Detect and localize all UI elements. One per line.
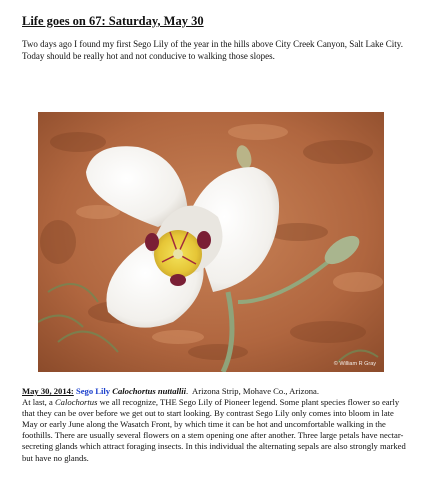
intro-paragraph: Two days ago I found my first Sego Lily of the year in the hills above City Creek Canyon, Salt Lake City. Today should be really hot and not conducive to walking those slopes.: [22, 39, 403, 61]
sego-lily-image: [38, 112, 384, 372]
caption-text-1: At last, a: [22, 397, 55, 408]
caption-scientific-name: Calochortus nuttallii: [112, 386, 187, 396]
caption-text-2: we all recognize, THE Sego Lily of Pioneer legend. Some plant species flower so early that they can be over before we get out to start looking. By contrast Sego Lily only comes into bloom in late May or early June along the Wasatch Front, by which time it can be hot and uncomfortable walking in the foothills. There are usually several flowers on a stem opening one after another. Three large petals have nectar-secreting glands which attract foraging insects. In this individual the alternating sepals are also strongly marked but have no glands.: [22, 397, 406, 463]
caption-paragraph: May 30, 2014: Sego Lily Calochortus nuttallii. Arizona Strip, Mohave Co., Arizona. At last, a Calochortus we all recognize, THE Sego Lily of Pioneer legend. Some plant species flower so early that they can be over before we get out to start looking. By contrast Sego Lily only comes into bloom in late May or early June along the Wasatch Front, by which time it can be hot and uncomfortable walking in the foothills. There are usually several flowers on a stem opening one after another. Three large petals have nectar-secreting glands which attract foraging insects. In this individual the alternating sepals are also strongly marked but have no glands.: [22, 386, 406, 463]
photo-credit: © William R Gray: [333, 361, 376, 367]
caption-common-name: Sego Lily: [75, 386, 111, 396]
caption-genus: Calochortus: [54, 397, 98, 408]
caption-date: May 30, 2014:: [22, 386, 74, 396]
post-title: Life goes on 67: Saturday, May 30: [22, 14, 204, 28]
caption-location: Arizona Strip, Mohave Co., Arizona.: [192, 386, 320, 396]
flower-photo: [38, 112, 384, 372]
